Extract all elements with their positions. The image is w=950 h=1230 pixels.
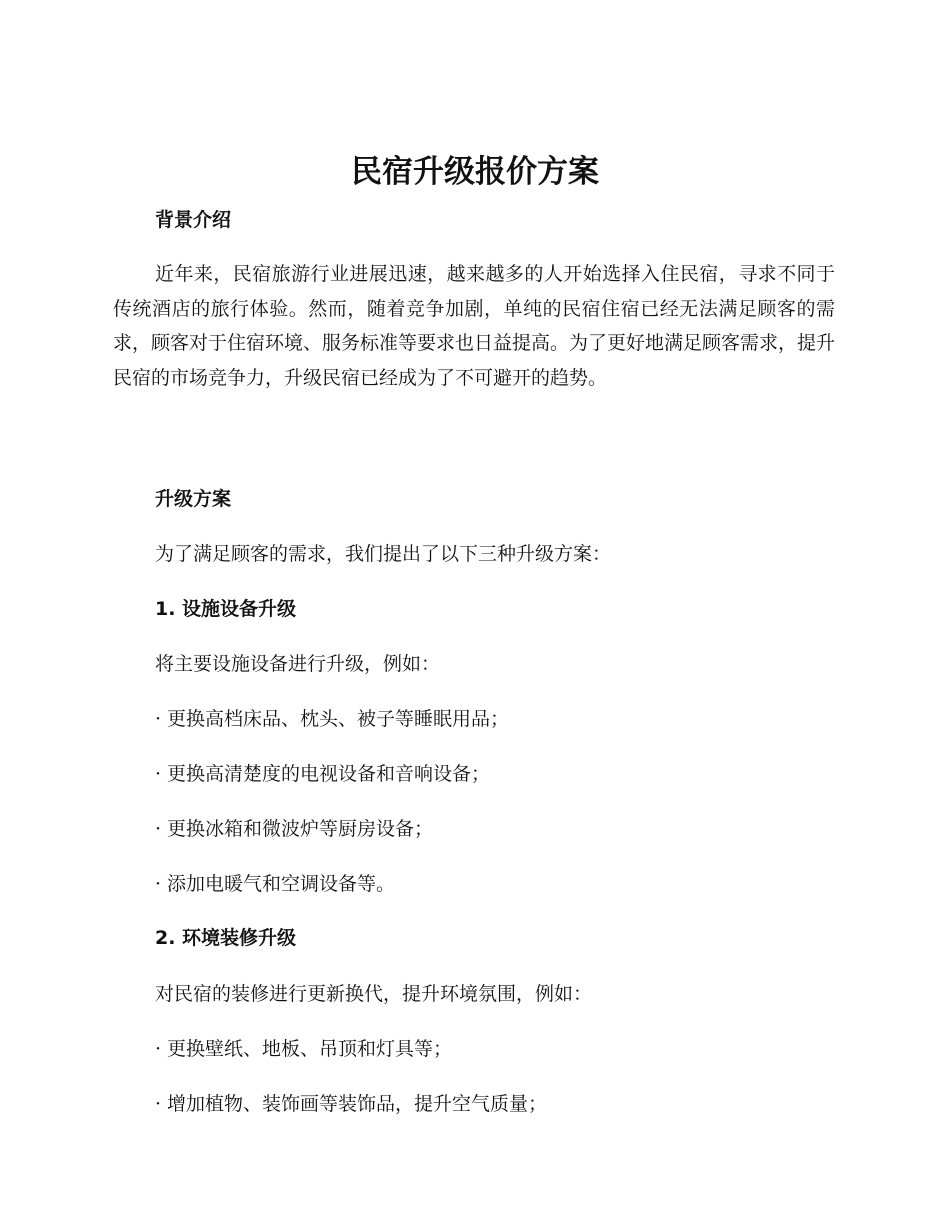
plan-intro: 为了满足顾客的需求，我们提出了以下三种升级方案：: [155, 543, 612, 565]
bullet-symbol: ·: [155, 763, 162, 785]
bullet-symbol: ·: [155, 818, 162, 840]
section-heading-plan: 升级方案: [155, 488, 232, 510]
background-paragraph: 近年来，民宿旅游行业进展迅速，越来越多的人开始选择入住民宿，寻求不同于传统酒店的旅行体验。然而，随着竞争加剧，单纯的民宿住宿已经无法满足顾客的需求，顾客对于住宿环境、服务标准等要求也日益提高。为了更好地满足顾客需求，提升民宿的市场竞争力，升级民宿已经成为了不可避开的趋势。: [113, 263, 836, 389]
list-item-text: 更换冰箱和微波炉等厨房设备；: [167, 818, 434, 840]
section-heading-background: 背景介绍: [155, 209, 232, 231]
list-item: [155, 760, 490, 788]
bullet-symbol: ·: [155, 708, 162, 730]
list-item: [155, 1035, 452, 1063]
bullet-symbol: ·: [155, 1038, 162, 1060]
list-item: [155, 705, 509, 733]
facilities-intro: 将主要设施设备进行升级，例如：: [155, 653, 441, 675]
list-item: [155, 815, 433, 843]
list-item-text: 添加电暖气和空调设备等。: [167, 873, 396, 895]
list-item: [155, 870, 395, 898]
document-title: 民宿升级报价方案: [351, 154, 599, 190]
list-item-text: 更换高档床品、枕头、被子等睡眠用品；: [167, 708, 510, 730]
list-item-text: 更换高清楚度的电视设备和音响设备；: [167, 763, 491, 785]
environment-intro: 对民宿的装修进行更新换代，提升环境氛围，例如：: [155, 983, 593, 1005]
bullet-symbol: ·: [155, 1093, 162, 1115]
section-heading-environment: 2. 环境装修升级: [155, 927, 297, 949]
bullet-symbol: ·: [155, 873, 162, 895]
section-heading-facilities: 1. 设施设备升级: [155, 598, 297, 620]
list-item-text: 增加植物、装饰画等装饰品，提升空气质量；: [167, 1093, 548, 1115]
list-item: [155, 1090, 547, 1118]
list-item-text: 更换壁纸、地板、吊顶和灯具等；: [167, 1038, 453, 1060]
